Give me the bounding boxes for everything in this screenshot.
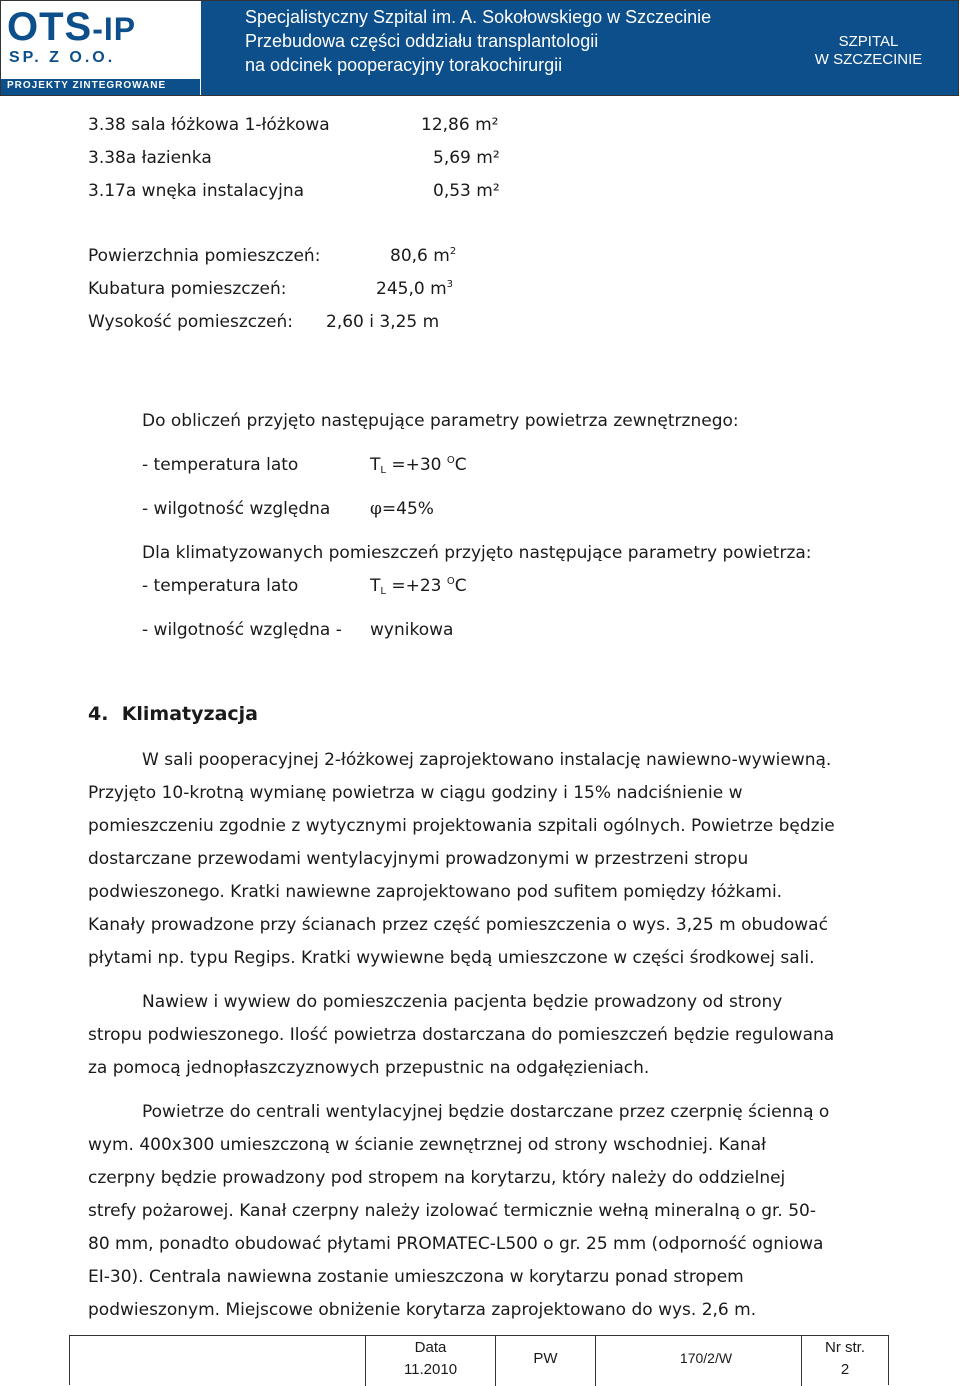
company-logo bbox=[1, 1, 202, 95]
summary-value: 245,0 $m^3$ bbox=[376, 279, 454, 299]
indoor-humidity-value: wynikowa bbox=[370, 620, 454, 640]
indoor-temp-value: TL =+23 $^O$C bbox=[370, 576, 467, 597]
summary-value: 2,60 i 3,25 m bbox=[326, 312, 440, 332]
footer-docno-cell bbox=[596, 1336, 802, 1386]
paragraph-line: pomieszczeniu zgodnie z wytycznymi projektowania szpitali ogólnych. Powietrze będzie bbox=[88, 816, 835, 836]
footer-code-cell bbox=[496, 1336, 596, 1386]
page-header bbox=[0, 0, 959, 96]
page-footer bbox=[69, 1335, 889, 1385]
investor-line: W SZCZECINIE bbox=[814, 51, 923, 68]
paragraph-line: strefy pożarowej. Kanał czerpny należy izolować termicznie wełną mineralną o gr. 50- bbox=[88, 1201, 816, 1221]
room-area: 5,69 m² bbox=[433, 148, 500, 168]
footer-date-cell bbox=[366, 1336, 496, 1386]
logo-wordmark: OTS-IP bbox=[7, 5, 137, 49]
summary-value: 80,6 $m^2$ bbox=[390, 246, 457, 266]
indoor-params-intro: Dla klimatyzowanych pomieszczeń przyjęto następujące parametry powietrza: bbox=[142, 543, 812, 563]
investor-block bbox=[779, 1, 958, 95]
outdoor-temp-label: - temperatura lato bbox=[142, 455, 299, 475]
footer-code: PW bbox=[533, 1350, 558, 1367]
logo-subtitle: SP. Z O.O. bbox=[9, 49, 116, 66]
paragraph-line: stropu podwieszonego. Ilość powietrza dostarczana do pomieszczeń będzie regulowana bbox=[88, 1025, 835, 1045]
paragraph-line: podwieszonego. Kratki nawiewne zaprojektowano pod sufitem pomiędzy łóżkami. bbox=[88, 882, 783, 902]
summary-label: Wysokość pomieszczeń: bbox=[88, 312, 294, 332]
indoor-humidity-label: - wilgotność względna - bbox=[142, 620, 342, 640]
footer-doc-number: 170/2/W bbox=[679, 1350, 733, 1366]
footer-date-value: 11.2010 bbox=[403, 1361, 458, 1378]
room-area: 0,53 m² bbox=[433, 181, 500, 201]
outdoor-temp-value: TL =+30 $^O$C bbox=[370, 455, 467, 476]
footer-page-label: Nr str. bbox=[825, 1339, 865, 1356]
logo-tagline-bar: PROJEKTY ZINTEGROWANE bbox=[1, 79, 200, 95]
paragraph-line: płytami np. typu Regips. Kratki wywiewne będą umieszczone w części środkowej sali. bbox=[88, 948, 815, 968]
paragraph-line: Nawiew i wywiew do pomieszczenia pacjenta będzie prowadzony od strony bbox=[142, 992, 783, 1012]
paragraph-line: EI-30). Centrala nawiewna zostanie umieszczona w korytarzu ponad stropem bbox=[88, 1267, 744, 1287]
paragraph-line: podwieszonym. Miejscowe obniżenie korytarza zaprojektowano do wys. 2,6 m. bbox=[88, 1300, 757, 1320]
paragraph-line: Przyjęto 10-krotną wymianę powietrza w ciągu godziny i 15% nadciśnienie w bbox=[88, 783, 743, 803]
paragraph-line: W sali pooperacyjnej 2-łóżkowej zaprojektowano instalację nawiewno-wywiewną. bbox=[142, 750, 832, 770]
room-label: 3.17a wnęka instalacyjna bbox=[88, 181, 305, 201]
footer-page-cell bbox=[802, 1336, 888, 1386]
paragraph-line: wym. 400x300 umieszczoną w ścianie zewnętrznej od strony wschodniej. Kanał bbox=[88, 1135, 766, 1155]
room-label: 3.38 sala łóżkowa 1-łóżkowa bbox=[88, 115, 330, 135]
paragraph-line: za pomocą jednopłaszczyznowych przepustnic na odgałęzieniach. bbox=[88, 1058, 650, 1078]
footer-date-label: Data bbox=[414, 1339, 447, 1356]
outdoor-params-intro: Do obliczeń przyjęto następujące parametry powietrza zewnętrznego: bbox=[142, 411, 739, 431]
paragraph-line: czerpny będzie prowadzony pod stropem na korytarzu, który należy do oddzielnej bbox=[88, 1168, 786, 1188]
room-area: 12,86 m² bbox=[421, 115, 499, 135]
paragraph-line: dostarczane przewodami wentylacyjnymi prowadzonymi w przestrzeni stropu bbox=[88, 849, 749, 869]
footer-page-number: 2 bbox=[840, 1361, 850, 1378]
summary-label: Powierzchnia pomieszczeń: bbox=[88, 246, 321, 266]
project-title-line: Specjalistyczny Szpital im. A. Sokołowskiego w Szczecinie bbox=[245, 7, 712, 27]
project-title-line: na odcinek pooperacyjny torakochirurgii bbox=[245, 55, 563, 75]
outdoor-humidity-label: - wilgotność względna bbox=[142, 499, 331, 519]
project-title-line: Przebudowa części oddziału transplantologii bbox=[245, 31, 599, 51]
indoor-temp-label: - temperatura lato bbox=[142, 576, 299, 596]
paragraph-line: Powietrze do centrali wentylacyjnej będzie dostarczane przez czerpnię ścienną o bbox=[142, 1102, 830, 1122]
project-title-block bbox=[201, 1, 780, 95]
outdoor-humidity-value: φ=45% bbox=[370, 499, 434, 519]
investor-line: SZPITAL bbox=[838, 33, 899, 50]
paragraph-line: Kanały prowadzone przy ścianach przez część pomieszczenia o wys. 3,25 m obudować bbox=[88, 915, 828, 935]
paragraph-line: 80 mm, ponadto obudować płytami PROMATEC-L500 o gr. 25 mm (odporność ogniowa bbox=[88, 1234, 824, 1254]
room-label: 3.38a łazienka bbox=[88, 148, 212, 168]
footer-empty-cell bbox=[70, 1336, 366, 1386]
summary-label: Kubatura pomieszczeń: bbox=[88, 279, 287, 299]
section-heading: 4. Klimatyzacja bbox=[88, 703, 258, 725]
